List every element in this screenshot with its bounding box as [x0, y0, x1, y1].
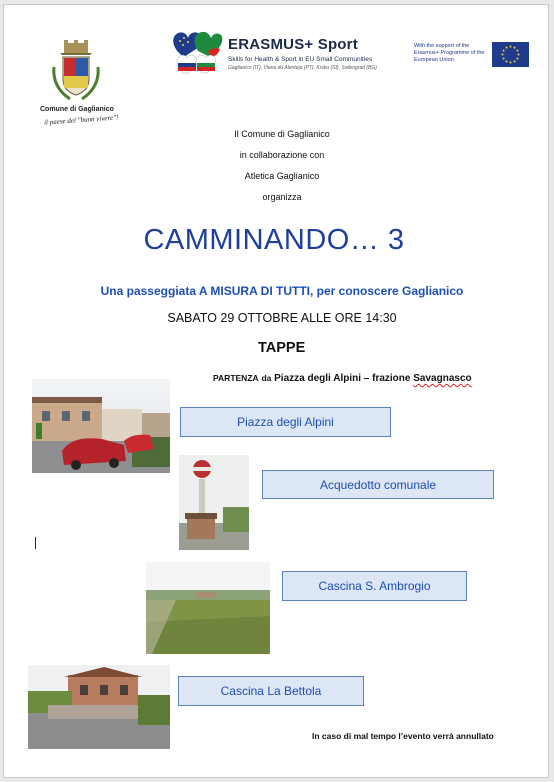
intro-line-3: Atletica Gaglianico	[244, 171, 320, 181]
document-page	[3, 4, 549, 778]
partenza-label: PARTENZA	[213, 373, 259, 383]
text-cursor	[35, 537, 36, 549]
erasmus-sport-subtitle: Skills for Health & Sport in EU Small Communities	[228, 56, 373, 63]
stage-cascina-la-bettola: Cascina La Bettola	[178, 676, 364, 706]
partenza-line	[213, 373, 472, 384]
erasmus-partner-towns: Gaglianico (IT), Viana do Alentejo (PT), Krsko (SI), Svilengrad (BG)	[228, 65, 377, 71]
photo-acquedotto-comunale	[179, 455, 249, 550]
intro-line-4: organizza	[262, 192, 302, 202]
event-date: SABATO 29 OTTOBRE ALLE ORE 14:30	[167, 311, 397, 325]
photo-piazza-degli-alpini	[32, 379, 170, 473]
partenza-place-last: Savagnasco	[413, 373, 472, 384]
photo-cascina-la-bettola	[28, 665, 170, 749]
eu-support-text: With the support of the Erasmus+ Programme of the European Union	[414, 43, 485, 63]
partenza-da: da	[261, 373, 272, 383]
tappe-heading: TAPPE	[258, 340, 306, 356]
photo-cascina-s-ambrogio	[146, 562, 270, 654]
comune-name: Comune di Gaglianico	[40, 106, 114, 113]
stage-acquedotto-comunale: Acquedotto comunale	[262, 470, 494, 499]
eu-flag-icon	[492, 42, 529, 67]
partenza-place: Piazza degli Alpini – frazione	[274, 373, 411, 384]
intro-line-1: Il Comune di Gaglianico	[234, 129, 330, 139]
erasmus-sport-title: ERASMUS+ Sport	[228, 36, 358, 53]
comune-motto: il paese del "buon vivere"!	[43, 113, 119, 127]
erasmus-hearts-logo	[168, 29, 224, 77]
weather-footnote: In caso di mal tempo l’evento verrà annullato	[312, 731, 494, 741]
event-title: CAMMINANDO… 3	[143, 224, 405, 256]
stage-cascina-s-ambrogio: Cascina S. Ambrogio	[282, 571, 467, 601]
comune-crest-logo	[50, 37, 102, 105]
intro-line-2: in collaborazione con	[239, 150, 325, 160]
stage-piazza-degli-alpini: Piazza degli Alpini	[180, 407, 391, 437]
event-subtitle: Una passeggiata A MISURA DI TUTTI, per conoscere Gaglianico	[100, 284, 464, 298]
